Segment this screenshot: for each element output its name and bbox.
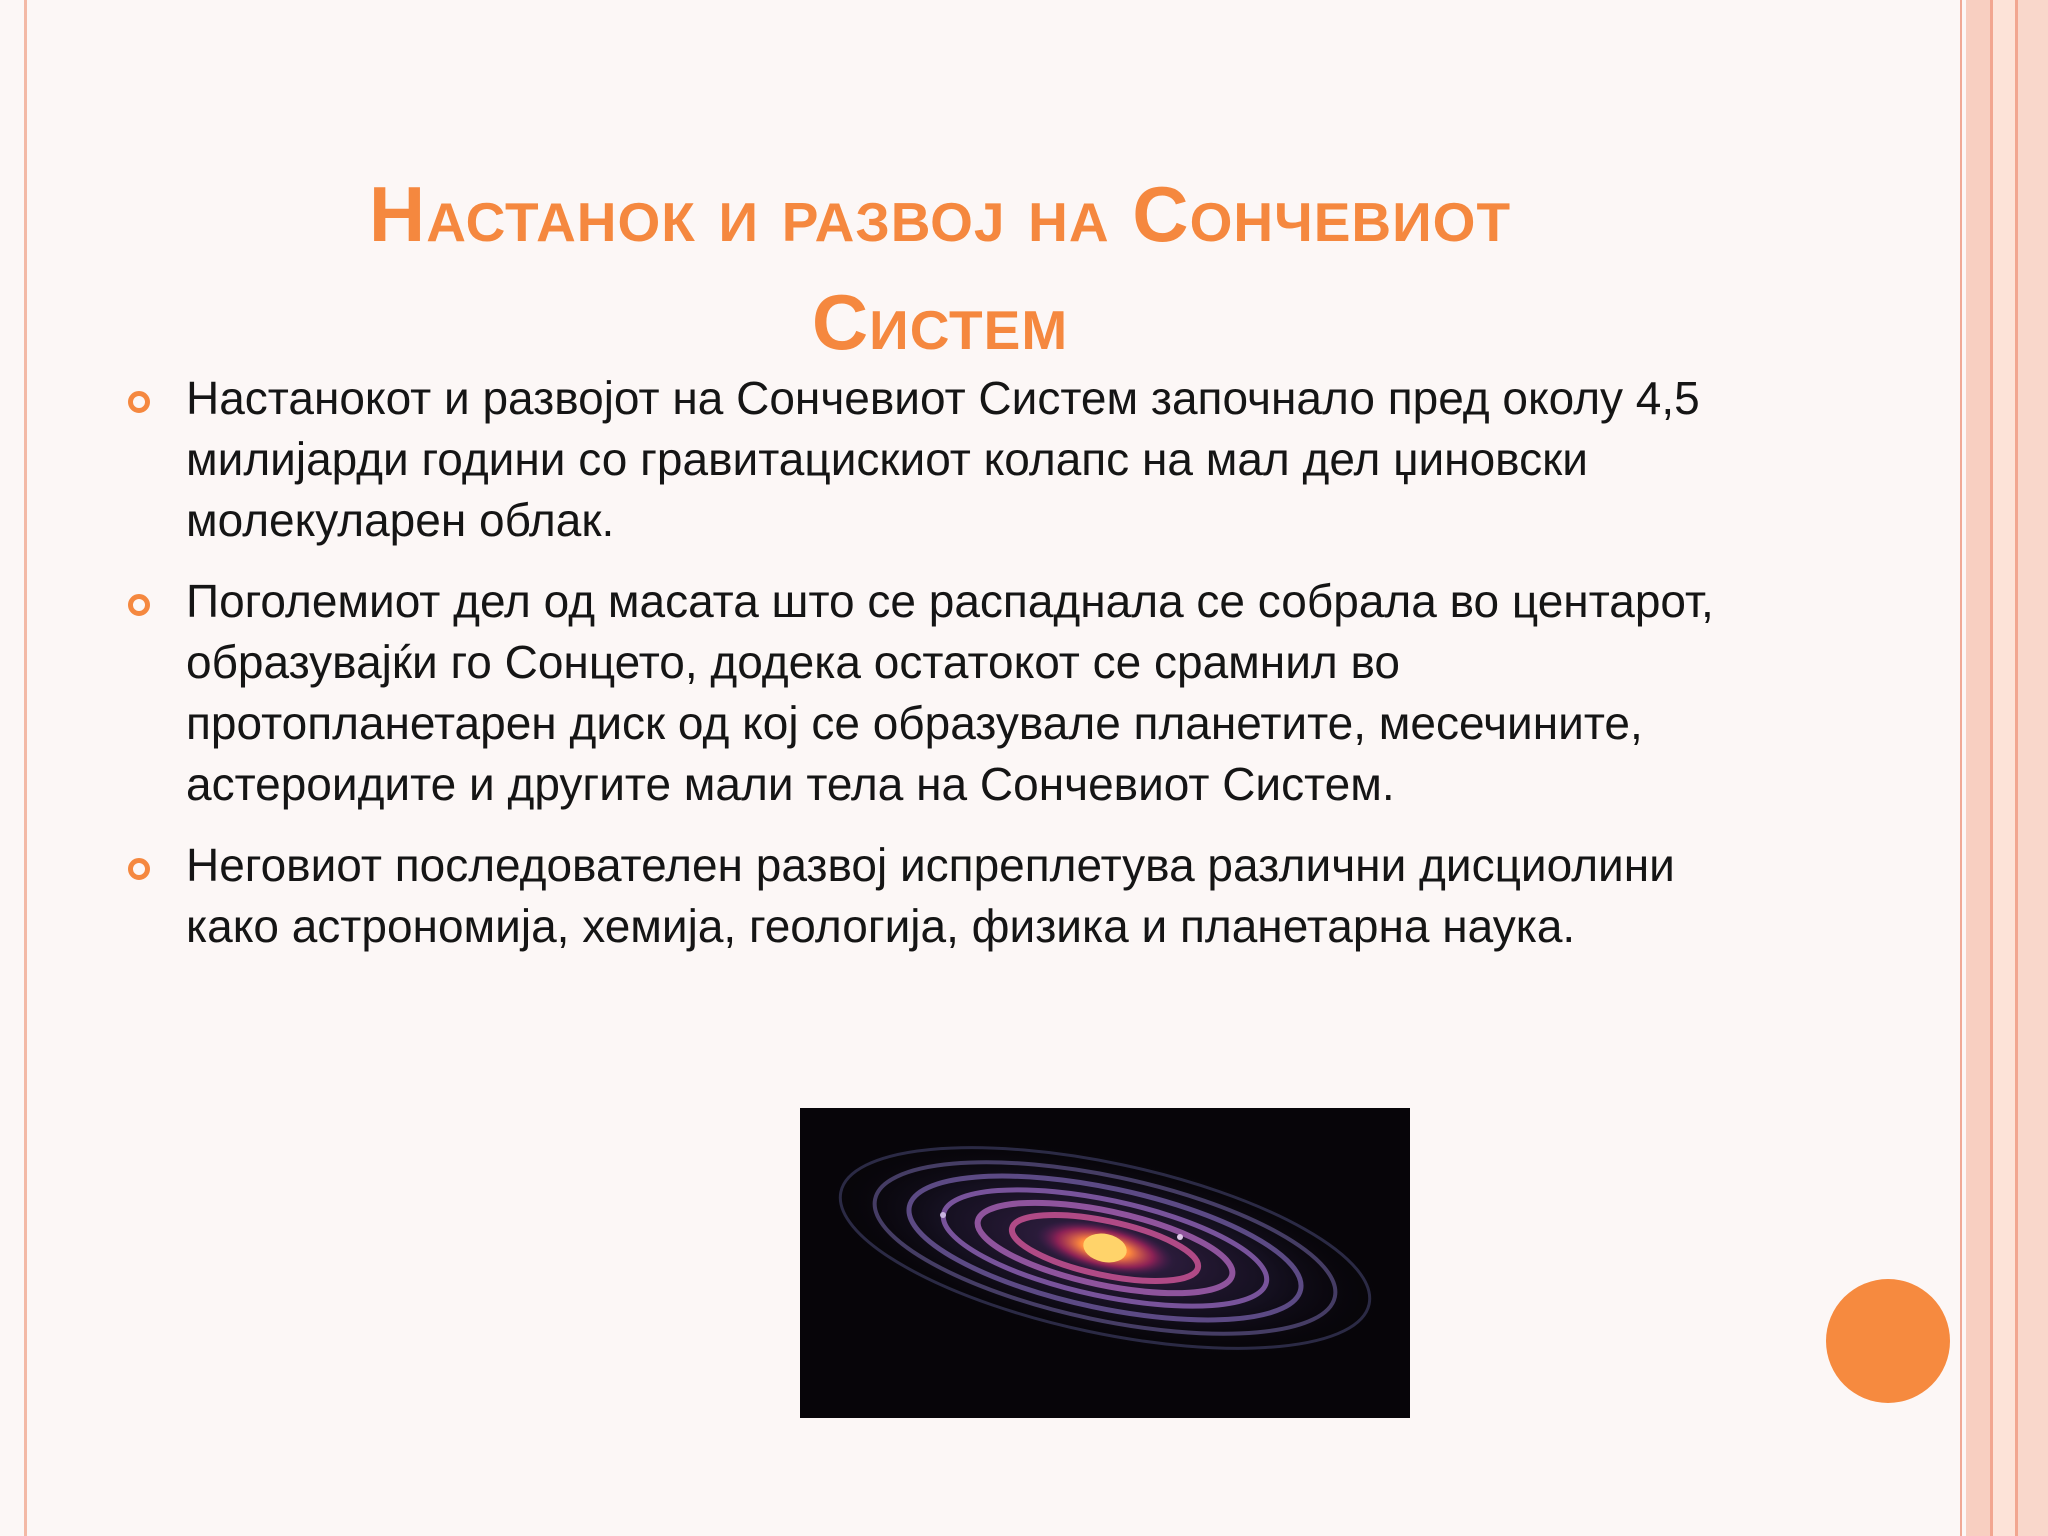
- decorative-orange-circle: [1826, 1279, 1950, 1403]
- disk-illustration: [800, 1108, 1410, 1418]
- bullet-ring-icon: [128, 391, 150, 413]
- title-line-2: Систем: [811, 278, 1069, 367]
- bullet-ring-icon: [128, 594, 150, 616]
- stripe: [1993, 0, 2015, 1536]
- bullet-item: [128, 571, 1768, 815]
- stripe: [2018, 0, 2048, 1536]
- stripe: [1960, 0, 1962, 1536]
- left-decorative-line: [24, 0, 27, 1536]
- bullet-list: [128, 368, 1768, 977]
- title-line-1: Настанок и развој на Сончевиот: [368, 170, 1512, 259]
- bullet-item: [128, 368, 1768, 551]
- right-decorative-stripes: [1960, 0, 2048, 1536]
- bullet-text: Поголемиот дел од масата што се распаднала се собрала во центарот, образувајќи го Сонцето, додека остатокот се срамнил во протопланетарен диск од кој се образувале планетите, месечините, астероидите и другите мали тела на Сончевиот Систем.: [186, 575, 1714, 810]
- bullet-text: Неговиот последователен развој испреплетува различни дисциолини како астрономија, хемија, геологија, физика и планетарна наука.: [186, 839, 1675, 952]
- stripe: [1966, 0, 1990, 1536]
- slide-title: [180, 160, 1700, 376]
- protoplanetary-disk-image: [800, 1108, 1410, 1418]
- bullet-text: Настанокот и развојот на Сончевиот Систем започнало пред околу 4,5 милијарди години со гравитацискиот колапс на мал дел џиновски молекуларен облак.: [186, 372, 1700, 546]
- bullet-item: [128, 835, 1768, 957]
- bullet-ring-icon: [128, 858, 150, 880]
